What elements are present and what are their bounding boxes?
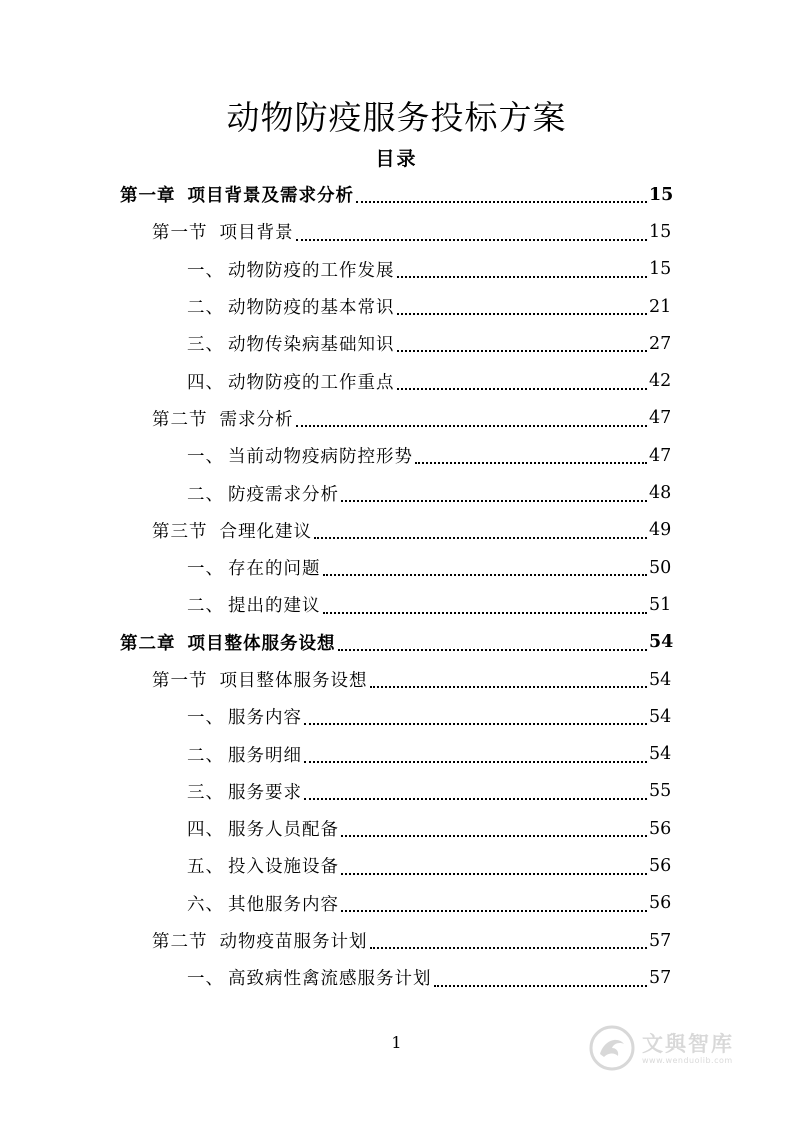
toc-dot-leader (323, 611, 648, 614)
toc-dot-leader (304, 797, 647, 800)
toc-entry-page: 57 (649, 967, 672, 988)
toc-entry-title: 合理化建议 (219, 521, 312, 542)
toc-entry-title: 防疫需求分析 (228, 484, 339, 505)
toc-entry-title: 项目整体服务设想 (219, 671, 368, 691)
toc-entry-page: 54 (649, 744, 672, 765)
toc-entry-title: 投入设施设备 (228, 857, 339, 878)
toc-entry-number: 第三节 (152, 521, 208, 542)
toc-subsection-entry[interactable] (0, 810, 793, 847)
document-title: 动物防疫服务投标方案 (226, 98, 567, 137)
toc-entry-page: 47 (649, 445, 672, 466)
toc-dot-leader (434, 984, 648, 987)
toc-entry-page: 54 (649, 632, 674, 653)
dolphin-logo-icon (588, 1024, 636, 1072)
toc-entry-page: 42 (649, 371, 672, 392)
toc-entry-page: 54 (649, 706, 672, 727)
toc-entry-number: 第二节 (152, 409, 208, 430)
toc-heading: 目录 (375, 148, 418, 170)
toc-entry-title: 项目背景 (219, 223, 294, 244)
toc-entry-number: 第二章 (120, 633, 176, 654)
toc-entry-number: 一、 (187, 447, 224, 468)
toc-section-entry[interactable] (0, 922, 793, 959)
toc-entry-number: 一、 (187, 969, 224, 990)
toc-dot-leader (304, 760, 647, 763)
toc-dot-leader (341, 872, 647, 875)
toc-entry-number: 第一章 (120, 186, 176, 207)
toc-subsection-entry[interactable] (0, 735, 793, 772)
toc-entry-page: 56 (649, 893, 672, 914)
toc-subsection-entry[interactable] (0, 437, 793, 474)
toc-subsection-entry[interactable] (0, 885, 793, 922)
toc-entry-page: 51 (649, 594, 672, 615)
toc-dot-leader (397, 312, 648, 315)
toc-subsection-entry[interactable] (0, 288, 793, 325)
toc-subsection-entry[interactable] (0, 549, 793, 586)
toc-entry-number: 三、 (187, 782, 224, 803)
toc-dot-leader (370, 946, 648, 949)
toc-entry-title: 服务人员配备 (228, 820, 339, 841)
toc-entry-number: 一、 (187, 708, 224, 729)
toc-entry-title: 服务要求 (228, 782, 302, 803)
toc-entry-number: 第一节 (152, 671, 208, 691)
toc-entry-title: 服务明细 (228, 745, 302, 766)
toc-entry-title: 动物防疫的基本常识 (228, 298, 395, 319)
toc-subsection-entry[interactable] (0, 474, 793, 511)
toc-entry-page: 15 (649, 259, 672, 280)
toc-chapter-entry[interactable] (0, 176, 793, 213)
toc-entry-number: 二、 (187, 298, 224, 319)
toc-subsection-entry[interactable] (0, 847, 793, 884)
toc-subsection-entry[interactable] (0, 362, 793, 399)
toc-entry-title: 动物传染病基础知识 (228, 335, 395, 356)
page-number: 1 (391, 1033, 402, 1052)
toc-entry-title: 动物防疫的工作发展 (228, 260, 395, 281)
toc-dot-leader (341, 499, 647, 502)
toc-entry-title: 存在的问题 (228, 559, 321, 580)
toc-entry-page: 48 (649, 483, 672, 504)
toc-entry-page: 15 (649, 184, 674, 205)
toc-entry-title: 动物疫苗服务计划 (219, 932, 368, 953)
toc-dot-leader (356, 200, 647, 203)
toc-entry-page: 21 (649, 296, 672, 317)
toc-dot-leader (415, 461, 647, 464)
toc-section-entry[interactable] (0, 512, 793, 549)
toc-entry-number: 二、 (187, 596, 224, 617)
toc-dot-leader (304, 722, 647, 725)
watermark-subtext: www.wenduolib.com (642, 1055, 733, 1065)
toc-entry-page: 55 (649, 781, 672, 802)
toc-entry-page: 15 (649, 221, 672, 242)
toc-chapter-entry[interactable] (0, 624, 793, 661)
toc-entry-number: 五、 (187, 857, 224, 878)
toc-subsection-entry[interactable] (0, 251, 793, 288)
toc-entry-number: 一、 (187, 260, 224, 281)
toc-dot-leader (397, 275, 648, 278)
toc-dot-leader (341, 834, 647, 837)
toc-dot-leader (397, 387, 648, 390)
toc-entry-page: 56 (649, 818, 672, 839)
toc-entry-number: 六、 (187, 894, 224, 915)
toc-entry-number: 第二节 (152, 932, 208, 953)
toc-entry-page: 54 (649, 669, 672, 690)
toc-section-entry[interactable] (0, 400, 793, 437)
toc-entry-number: 二、 (187, 484, 224, 505)
toc-dot-leader (314, 536, 647, 539)
toc-entry-title: 项目背景及需求分析 (187, 186, 354, 207)
toc-entry-title: 提出的建议 (228, 596, 321, 617)
toc-dot-leader (296, 238, 648, 241)
watermark-text: 文與智库 (642, 1031, 734, 1056)
toc-entry-number: 第一节 (152, 223, 208, 244)
toc-entry-title: 需求分析 (219, 409, 294, 430)
toc-dot-leader (341, 909, 647, 912)
toc-dot-leader (323, 573, 648, 576)
toc-entry-page: 50 (649, 557, 672, 578)
toc-entry-title: 高致病性禽流感服务计划 (228, 969, 432, 990)
toc-entry-number: 四、 (187, 820, 224, 841)
toc-entry-title: 动物防疫的工作重点 (228, 372, 395, 393)
toc-entry-number: 四、 (187, 372, 224, 393)
toc-entry-number: 一、 (187, 559, 224, 580)
toc-entry-page: 47 (649, 408, 672, 429)
toc-entry-page: 27 (649, 333, 672, 354)
watermark (588, 1022, 758, 1074)
toc-section-entry[interactable] (0, 213, 793, 250)
toc-entry-number: 二、 (187, 745, 224, 766)
toc-entry-title: 当前动物疫病防控形势 (228, 447, 413, 468)
toc-dot-leader (296, 424, 648, 427)
toc-subsection-entry[interactable] (0, 773, 793, 810)
toc-entry-number: 三、 (187, 335, 224, 356)
toc-entry-title: 服务内容 (228, 708, 302, 729)
toc-entry-page: 57 (649, 930, 672, 951)
toc-dot-leader (338, 648, 648, 651)
toc-entry-page: 56 (649, 855, 672, 876)
table-of-contents (0, 176, 793, 997)
toc-subsection-entry[interactable] (0, 325, 793, 362)
toc-subsection-entry[interactable] (0, 698, 793, 735)
toc-entry-page: 49 (649, 520, 672, 541)
toc-subsection-entry[interactable] (0, 959, 793, 996)
toc-section-entry[interactable] (0, 661, 793, 698)
toc-subsection-entry[interactable] (0, 586, 793, 623)
toc-entry-title: 项目整体服务设想 (187, 633, 336, 654)
toc-dot-leader (370, 685, 648, 688)
toc-entry-title: 其他服务内容 (228, 894, 339, 915)
toc-dot-leader (397, 349, 648, 352)
